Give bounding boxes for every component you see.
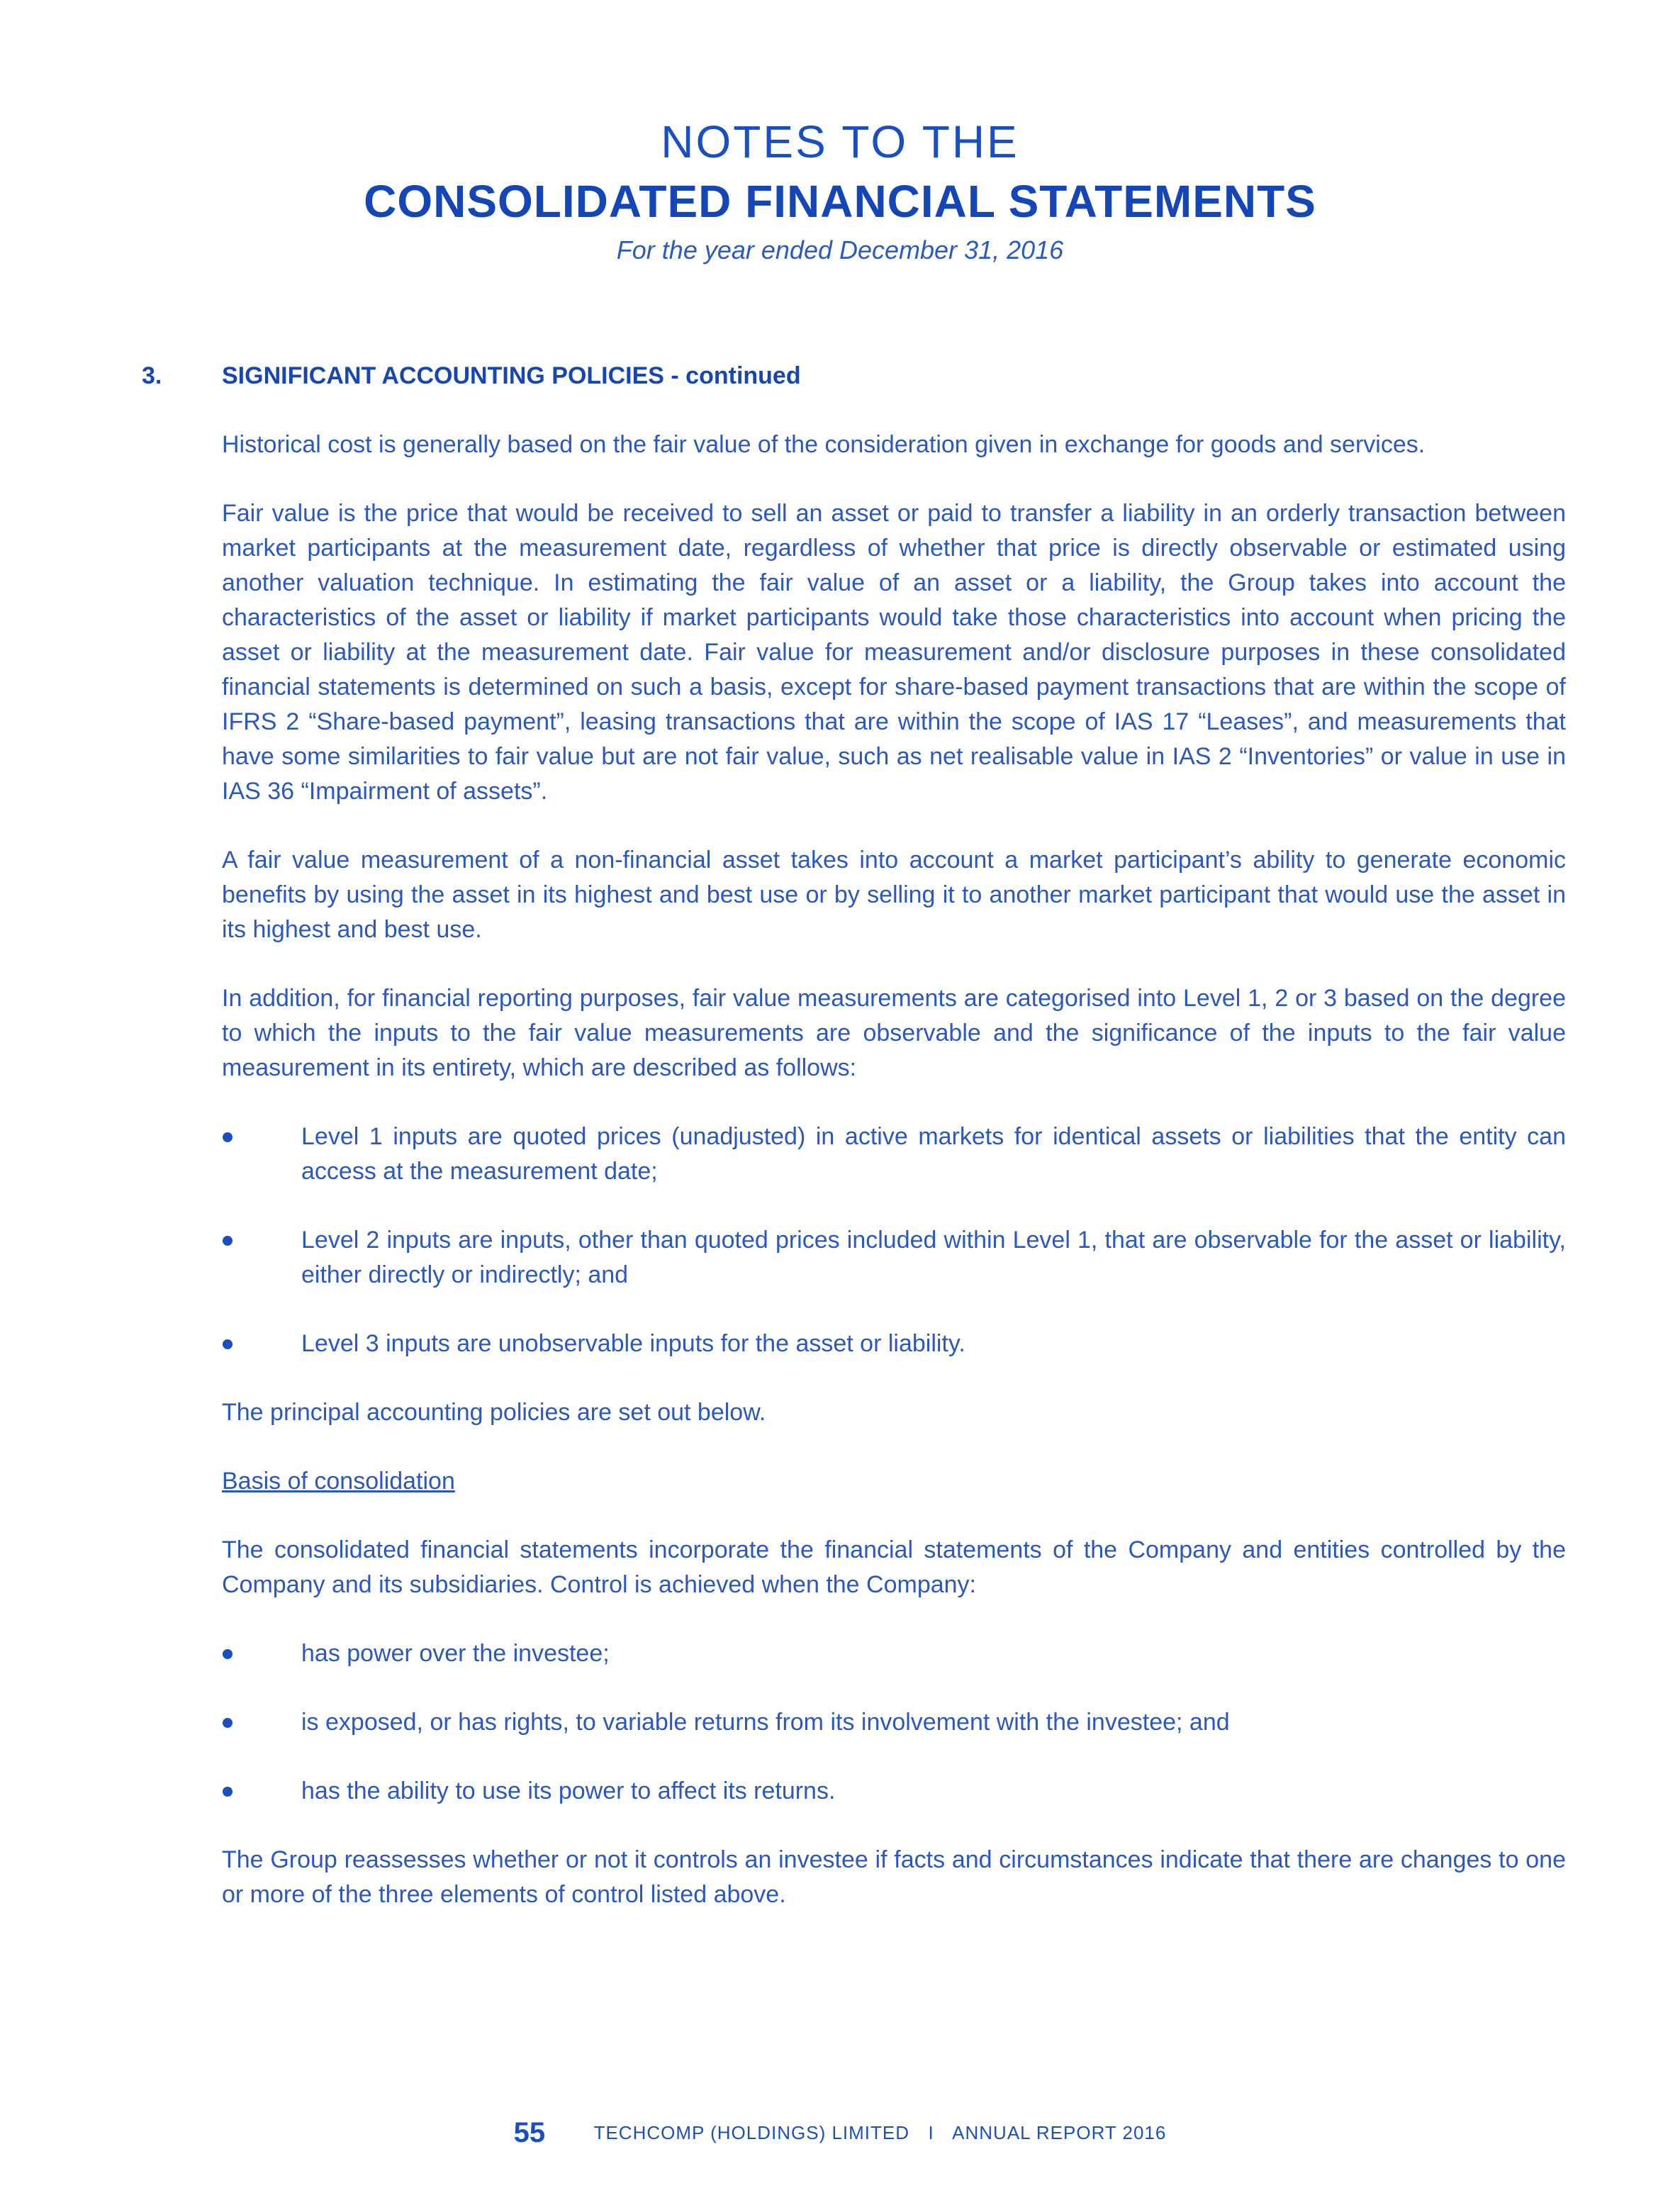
subheading-basis-of-consolidation: Basis of consolidation xyxy=(222,1468,455,1495)
paragraph-reassessment: The Group reassesses whether or not it controls an investee if facts and circumstances indicate that there are changes to one or more of the three elements of control listed above. xyxy=(222,1846,1566,1908)
bullet-icon xyxy=(142,1774,301,1809)
list-item-text: is exposed, or has rights, to variable returns from its involvement with the investee; and xyxy=(301,1709,1230,1736)
bullet-icon xyxy=(142,1120,301,1189)
paragraph-non-financial-asset: A fair value measurement of a non-financial asset takes into account a market participant’s ability to generate economic benefits by using the asset in its highest and best use or by selling it to another market participant that would use the asset in its highest and best use. xyxy=(222,847,1566,943)
page-title-line2: CONSOLIDATED FINANCIAL STATEMENTS xyxy=(364,176,1316,227)
section-body xyxy=(222,428,1566,1912)
list-item-level-1 xyxy=(222,1120,1566,1189)
list-item-text: Level 3 inputs are unobservable inputs for the asset or liability. xyxy=(301,1330,965,1357)
footer-report: ANNUAL REPORT 2016 xyxy=(952,2122,1167,2143)
page-subtitle: For the year ended December 31, 2016 xyxy=(616,235,1064,264)
section-heading xyxy=(142,358,1567,393)
footer-separator: I xyxy=(928,2122,934,2143)
list-item-level-2 xyxy=(222,1223,1566,1293)
list-item-text: has the ability to use its power to affect its returns. xyxy=(301,1777,836,1804)
paragraph-fair-value-definition: Fair value is the price that would be received to sell an asset or paid to transfer a liability in an orderly transaction between market participants at the measurement date, regardless of whether that price is directly observable or estimated using another valuation technique. In estimating the fair value of an asset or a liability, the Group takes into account the characteristics of the asset or liability if market participants would take those characteristics into account when pricing the asset or liability at the measurement date. Fair value for measurement and/or disclosure purposes in these consolidated financial statements is determined on such a basis, except for share-based payment transactions that are within the scope of IFRS 2 “Share-based payment”, leasing transactions that are within the scope of IAS 17 “Leases”, and measurements that have some similarities to fair value but are not fair value, such as net realisable value in IAS 2 “Inventories” or value in use in IAS 36 “Impairment of assets”. xyxy=(222,500,1566,805)
footer-company: TECHCOMP (HOLDINGS) LIMITED xyxy=(593,2122,910,2143)
list-item-control-power xyxy=(222,1636,1566,1671)
list-item-text: Level 2 inputs are inputs, other than quoted prices included within Level 1, that are observable for the asset or liability, either directly or indirectly; and xyxy=(301,1227,1566,1288)
page-title-line1: NOTES TO THE xyxy=(661,116,1019,167)
page-number: 55 xyxy=(513,2117,546,2148)
bullet-icon xyxy=(142,1636,301,1671)
section-title: SIGNIFICANT ACCOUNTING POLICIES - continued xyxy=(222,362,801,389)
list-item-control-ability xyxy=(222,1774,1566,1809)
page-header xyxy=(0,112,1680,265)
bullet-icon xyxy=(142,1327,301,1361)
list-item-text: has power over the investee; xyxy=(301,1640,610,1667)
paragraph-levels-intro: In addition, for financial reporting purposes, fair value measurements are categorised into Level 1, 2 or 3 based on the degree to which the inputs to the fair value measurements are observable and the significance of the inputs to the fair value measurement in its entirety, which are described as follows: xyxy=(222,985,1566,1081)
paragraph-historical-cost: Historical cost is generally based on the fair value of the consideration given in exchange for goods and services. xyxy=(222,431,1426,458)
bullet-icon xyxy=(142,1705,301,1740)
list-item-level-3 xyxy=(222,1327,1566,1361)
section-significant-accounting-policies xyxy=(142,358,1567,1912)
page-footer xyxy=(0,2117,1680,2149)
list-item-control-exposure xyxy=(222,1705,1566,1740)
list-item-text: Level 1 inputs are quoted prices (unadjusted) in active markets for identical assets or liabilities that the entity can access at the measurement date; xyxy=(301,1123,1566,1185)
paragraph-principal-policies: The principal accounting policies are set out below. xyxy=(222,1399,766,1426)
bullet-icon xyxy=(142,1223,301,1293)
section-number: 3. xyxy=(142,362,162,389)
paragraph-consolidation: The consolidated financial statements incorporate the financial statements of the Company and entities controlled by the Company and its subsidiaries. Control is achieved when the Company: xyxy=(222,1536,1566,1598)
